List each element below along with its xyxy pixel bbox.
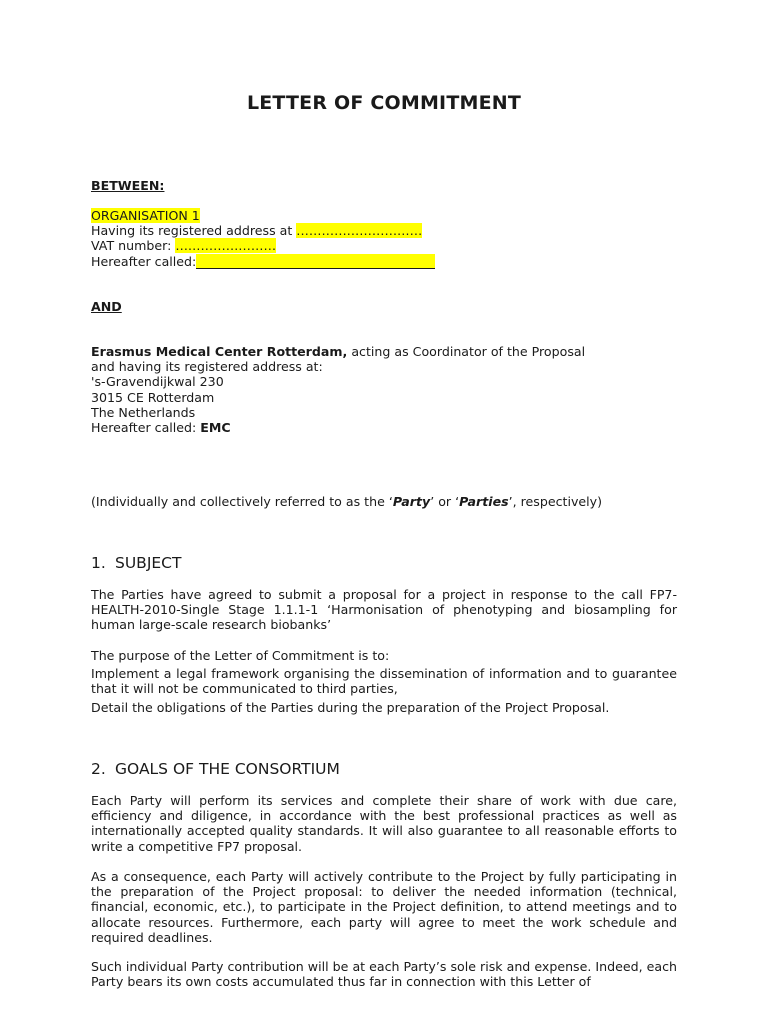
org1-line-address <box>91 223 677 238</box>
org1-called-label: Hereafter called: <box>91 253 197 269</box>
section-1-heading <box>91 554 181 573</box>
org1-vat-dots: …………………… <box>175 238 277 254</box>
section-1-title: SUBJECT <box>115 554 182 572</box>
section-1-paragraph: The Parties have agreed to submit a proposal for a project in response to the call FP7-HEALTH-2010-Single Stage 1.1.1-1 ‘Harmonisation of phenotyping and biosampling for human large-scale research biobanks’ <box>91 587 677 633</box>
section-1-item-2: Detail the obligations of the Parties during the preparation of the Project Proposal. <box>91 700 610 715</box>
section-2-paragraph-1: Each Party will perform its services and complete their share of work with due care, efficiency and diligence, in accordance with the best professional practices as well as internationally accepted quality standards. It will also guarantee to all reasonable efforts to write a competitive FP7 proposal. <box>91 793 677 854</box>
emc-city: 3015 CE Rotterdam <box>91 389 215 405</box>
section-1-purpose-intro: The purpose of the Letter of Commitment is to: <box>91 648 390 663</box>
emc-line-called <box>91 420 677 435</box>
org1-line-vat <box>91 238 677 253</box>
parties-post: ’, respectively) <box>508 494 603 509</box>
emc-country: The Netherlands <box>91 404 196 420</box>
and-label: AND <box>91 299 122 314</box>
section-1-item-1: Implement a legal framework organising the dissemination of information and to guarantee that it will not be communicated to third parties, <box>91 666 677 697</box>
parties-pre: (Individually and collectively referred to as the ‘ <box>91 494 393 509</box>
org1-name: ORGANISATION 1 <box>91 208 200 223</box>
organisation-1-block <box>91 208 677 269</box>
document-title: LETTER OF COMMITMENT <box>246 92 522 114</box>
section-2-number: 2. <box>91 760 106 778</box>
org1-line-name <box>91 208 677 223</box>
org1-called-blank <box>196 254 435 269</box>
parties-party-term: Party <box>392 494 431 509</box>
between-label: BETWEEN: <box>91 178 165 193</box>
parties-definition <box>91 494 677 509</box>
emc-called-value: EMC <box>200 420 231 436</box>
parties-mid: ’ or ‘ <box>430 494 460 509</box>
org1-address-label: Having its registered address at <box>91 223 297 239</box>
emc-called-label: Hereafter called: <box>91 420 201 436</box>
emc-address-intro: and having its registered address at: <box>91 359 323 375</box>
between-label-block <box>91 178 677 193</box>
section-2-title: GOALS OF THE CONSORTIUM <box>115 760 340 778</box>
section-2-heading <box>91 760 340 779</box>
emc-role: acting as Coordinator of the Proposal <box>347 344 586 359</box>
parties-parties-term: Parties <box>459 494 509 509</box>
org1-address-dots: ………………………… <box>296 223 423 239</box>
emc-line-name <box>91 344 677 359</box>
section-2-paragraph-3: Such individual Party contribution will be at each Party’s sole risk and expense. Indeed, each Party bears its own costs accumulated thus far in connection with this Letter of <box>91 959 677 990</box>
emc-name: Erasmus Medical Center Rotterdam, <box>91 344 348 359</box>
org1-line-called <box>91 254 677 269</box>
section-2-paragraph-2: As a consequence, each Party will actively contribute to the Project by fully participating in the preparation of the Project proposal: to deliver the needed information (technical, financial, economic, etc.), to participate in the Project definition, to attend meetings and to allocate resources. Furthermore, each party will agree to meet the work schedule and required deadlines. <box>91 869 677 945</box>
emc-block <box>91 344 677 435</box>
emc-street: 's-Gravendijkwal 230 <box>91 374 224 390</box>
org1-vat-label: VAT number: <box>91 238 176 254</box>
and-label-block <box>91 299 677 314</box>
section-1-number: 1. <box>91 554 106 572</box>
